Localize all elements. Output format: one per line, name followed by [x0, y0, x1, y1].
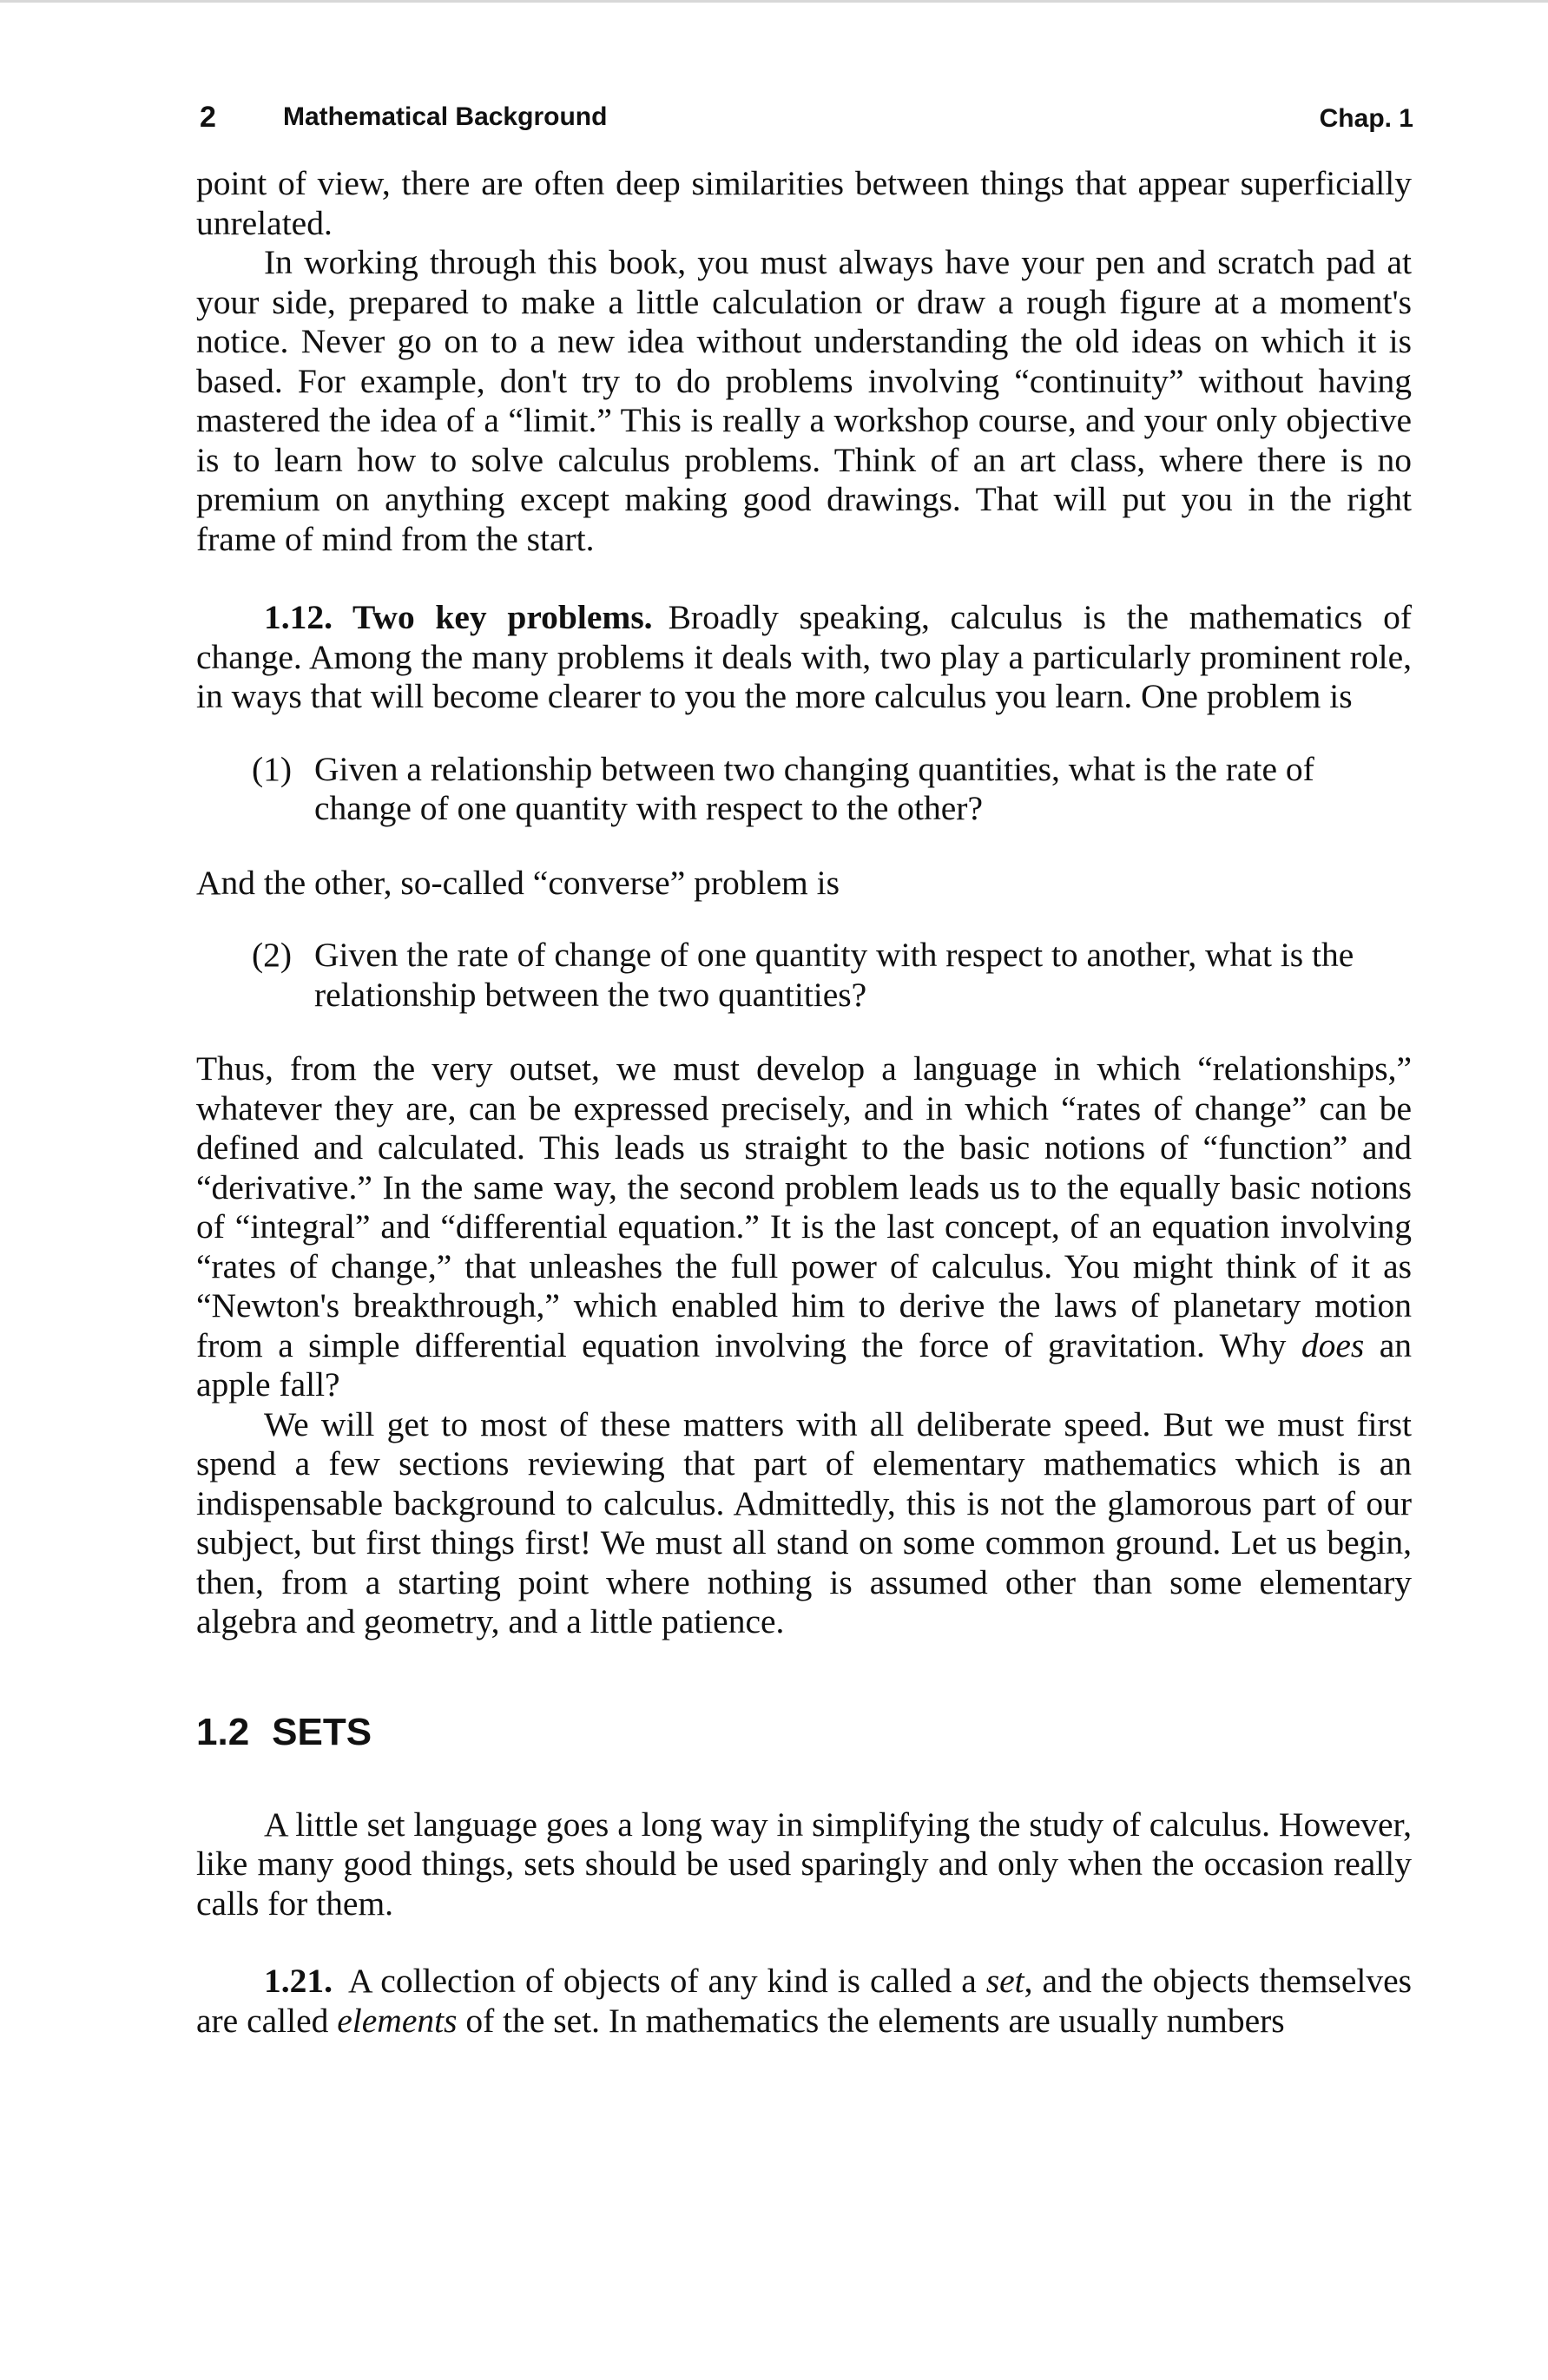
- section-1-12-heading: [264, 598, 653, 636]
- page-top-edge: [0, 0, 1548, 3]
- list-item-2-number: (2): [252, 936, 293, 974]
- section-heading-sets: [196, 1706, 1412, 1759]
- emphasis-set: set: [985, 1962, 1024, 2000]
- list-item-1: [196, 750, 1412, 829]
- page-number: 2: [200, 101, 216, 134]
- section-1-21-number: 1.21.: [264, 1962, 333, 2000]
- list-item-1-number: (1): [252, 749, 293, 788]
- section-1-12-number: 1.12.: [264, 598, 333, 636]
- list-item-2: [196, 936, 1412, 1015]
- paragraph-converse: And the other, so-called “converse” problem is: [196, 863, 840, 902]
- paragraph-continued: point of view, there are often deep similarities between things that appear superficially unrelated.: [196, 164, 1412, 242]
- section-1-12-intro: [196, 598, 1412, 717]
- running-header: [196, 91, 1412, 143]
- paragraph-thus: [196, 1049, 1412, 1405]
- chapter-label: Chap. 1: [1319, 104, 1413, 133]
- book-page: [196, 91, 1412, 2041]
- list-item-1-text: Given a relationship between two changing quantities, what is the rate of change of one quantity with respect to the other?: [314, 749, 1314, 827]
- section-1-21-paragraph: [196, 1962, 1412, 2041]
- running-title: Mathematical Background: [283, 102, 608, 131]
- emphasis-does: does: [1301, 1325, 1365, 1364]
- paragraph-thus-end: an apple fall?: [196, 1325, 1412, 1404]
- section-1-12-title: Two key problems.: [352, 598, 653, 636]
- list-item-2-text: Given the rate of change of one quantity with respect to another, what is the relationship between the two quantities?: [314, 936, 1354, 1014]
- paragraph-working-through: In working through this book, you must always have your pen and scratch pad at your side, prepared to make a little calculation or draw a rough figure at a moment's notice. Never go on to a new idea without understanding the old ideas on which it is based. For example, don't try to do problems involving “continuity” without having mastered the idea of a “limit.” This is really a workshop course, and your only objective is to learn how to solve calculus problems. Think of an art class, where there is no premium on anything except making good drawings. That will put you in the right frame of mind from the start.: [196, 243, 1412, 558]
- section-1-21-text-c: of the set. In mathematics the elements are usually numbers: [457, 2001, 1285, 2040]
- section-1-21-text-a: A collection of objects of any kind is called a: [348, 1962, 986, 2000]
- paragraph-we-will: We will get to most of these matters with all deliberate speed. But we must first spend a few sections reviewing that part of elementary mathematics which is an indispensable background to calculus. Admittedly, this is not the glamorous part of our subject, but first things first! We must all stand on some common ground. Let us begin, then, from a starting point where nothing is assumed other than some elementary algebra and geometry, and a little patience.: [196, 1404, 1412, 1640]
- section-1-21-text-b: , and the objects themselves are called: [196, 1962, 1412, 2040]
- paragraph-sets-intro: A little set language goes a long way in simplifying the study of calculus. However, like many good things, sets should be used sparingly and only when the occasion really calls for them.: [196, 1805, 1412, 1923]
- section-1-12-intro-text: Broadly speaking, calculus is the mathematics of change. Among the many problems it deals with, two play a particularly prominent role, in ways that will become clearer to you the more calculus you learn. One problem is: [196, 598, 1412, 715]
- section-1-2-number: 1.2: [196, 1710, 250, 1753]
- emphasis-elements: elements: [337, 2001, 458, 2040]
- paragraph-thus-text: Thus, from the very outset, we must develop a language in which “relationships,” whatever they are, can be expressed precisely, and in which “rates of change” can be defined and calculated. This leads us straight to the basic notions of “function” and “derivative.” In the same way, the second problem leads us to the equally basic notions of “integral” and “differential equation.” It is the last concept, of an equation involving “rates of change,” that unleashes the full power of calculus. You might think of it as “Newton's breakthrough,” which enabled him to derive the laws of planetary motion from a simple differential equation involving the force of gravitation. Why: [196, 1049, 1412, 1364]
- section-1-2-title: SETS: [272, 1710, 372, 1753]
